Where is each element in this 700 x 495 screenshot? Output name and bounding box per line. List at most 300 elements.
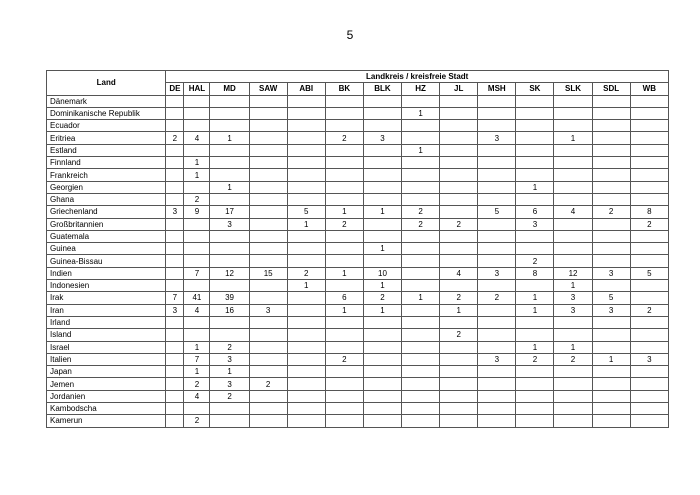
value-cell <box>249 353 287 365</box>
value-cell: 2 <box>325 132 363 144</box>
column-header-saw: SAW <box>249 83 287 95</box>
value-cell <box>402 415 440 427</box>
value-cell <box>592 230 630 242</box>
land-cell: Ecuador <box>47 120 166 132</box>
value-cell: 3 <box>210 218 249 230</box>
value-cell: 5 <box>478 206 516 218</box>
value-cell <box>363 120 401 132</box>
value-cell: 2 <box>249 378 287 390</box>
value-cell <box>478 316 516 328</box>
value-cell <box>249 95 287 107</box>
value-cell <box>554 316 592 328</box>
table-row <box>47 243 669 255</box>
value-cell <box>325 95 363 107</box>
value-cell <box>363 218 401 230</box>
value-cell <box>592 144 630 156</box>
value-cell <box>440 193 478 205</box>
value-cell <box>554 107 592 119</box>
value-cell: 2 <box>402 206 440 218</box>
value-cell <box>478 157 516 169</box>
value-cell <box>554 243 592 255</box>
value-cell <box>630 243 668 255</box>
value-cell: 1 <box>440 304 478 316</box>
value-cell <box>554 403 592 415</box>
value-cell: 7 <box>184 353 210 365</box>
value-cell <box>210 329 249 341</box>
value-cell <box>478 329 516 341</box>
value-cell <box>516 390 554 402</box>
value-cell <box>184 181 210 193</box>
value-cell <box>592 329 630 341</box>
value-cell: 2 <box>630 218 668 230</box>
table-body <box>47 95 669 427</box>
value-cell: 1 <box>210 181 249 193</box>
value-cell <box>478 415 516 427</box>
table-row <box>47 403 669 415</box>
value-cell <box>440 403 478 415</box>
value-cell <box>325 157 363 169</box>
value-cell: 10 <box>363 267 401 279</box>
value-cell <box>516 193 554 205</box>
value-cell <box>166 144 184 156</box>
value-cell: 1 <box>363 243 401 255</box>
value-cell <box>516 243 554 255</box>
value-cell <box>440 415 478 427</box>
value-cell <box>516 415 554 427</box>
value-cell <box>592 316 630 328</box>
value-cell <box>554 366 592 378</box>
value-cell <box>630 120 668 132</box>
value-cell: 1 <box>402 144 440 156</box>
value-cell <box>363 255 401 267</box>
value-cell <box>440 353 478 365</box>
value-cell <box>402 378 440 390</box>
value-cell <box>402 329 440 341</box>
land-cell: Dänemark <box>47 95 166 107</box>
value-cell: 12 <box>210 267 249 279</box>
value-cell <box>325 390 363 402</box>
value-cell: 15 <box>249 267 287 279</box>
value-cell: 5 <box>630 267 668 279</box>
value-cell <box>249 218 287 230</box>
value-cell: 4 <box>184 304 210 316</box>
table-row <box>47 316 669 328</box>
value-cell <box>516 378 554 390</box>
value-cell <box>210 193 249 205</box>
value-cell: 5 <box>592 292 630 304</box>
value-cell <box>210 415 249 427</box>
land-cell: Estland <box>47 144 166 156</box>
value-cell <box>325 415 363 427</box>
column-header-bk: BK <box>325 83 363 95</box>
value-cell <box>287 144 325 156</box>
table-row <box>47 107 669 119</box>
table-row <box>47 390 669 402</box>
value-cell <box>592 243 630 255</box>
land-cell: Frankreich <box>47 169 166 181</box>
value-cell <box>184 120 210 132</box>
value-cell: 3 <box>592 267 630 279</box>
value-cell <box>184 218 210 230</box>
value-cell <box>249 230 287 242</box>
value-cell <box>478 95 516 107</box>
table-row <box>47 157 669 169</box>
value-cell <box>592 95 630 107</box>
value-cell: 7 <box>184 267 210 279</box>
value-cell <box>592 255 630 267</box>
value-cell <box>363 390 401 402</box>
value-cell: 1 <box>184 341 210 353</box>
value-cell: 2 <box>184 378 210 390</box>
value-cell: 2 <box>325 353 363 365</box>
value-cell <box>166 316 184 328</box>
value-cell <box>630 230 668 242</box>
value-cell <box>402 390 440 402</box>
value-cell <box>363 341 401 353</box>
value-cell <box>478 280 516 292</box>
value-cell <box>592 390 630 402</box>
value-cell: 9 <box>184 206 210 218</box>
value-cell: 8 <box>630 206 668 218</box>
value-cell: 1 <box>363 280 401 292</box>
value-cell <box>554 169 592 181</box>
value-cell <box>287 157 325 169</box>
value-cell <box>592 280 630 292</box>
column-header-de: DE <box>166 83 184 95</box>
value-cell <box>249 316 287 328</box>
value-cell <box>630 378 668 390</box>
value-cell <box>325 169 363 181</box>
header-row-group <box>47 71 669 83</box>
table-row <box>47 415 669 427</box>
value-cell <box>166 329 184 341</box>
value-cell <box>363 415 401 427</box>
value-cell: 8 <box>516 267 554 279</box>
value-cell <box>249 341 287 353</box>
value-cell <box>287 120 325 132</box>
value-cell: 12 <box>554 267 592 279</box>
value-cell <box>166 193 184 205</box>
value-cell <box>630 95 668 107</box>
value-cell <box>287 193 325 205</box>
value-cell <box>249 120 287 132</box>
value-cell <box>249 169 287 181</box>
value-cell <box>478 243 516 255</box>
value-cell <box>478 390 516 402</box>
value-cell <box>363 157 401 169</box>
value-cell <box>592 341 630 353</box>
value-cell: 2 <box>516 255 554 267</box>
data-table <box>46 70 669 428</box>
value-cell <box>630 144 668 156</box>
value-cell <box>478 255 516 267</box>
value-cell <box>287 304 325 316</box>
value-cell: 1 <box>516 292 554 304</box>
value-cell <box>325 378 363 390</box>
value-cell: 1 <box>325 206 363 218</box>
value-cell <box>402 304 440 316</box>
land-cell: Israel <box>47 341 166 353</box>
value-cell: 2 <box>440 218 478 230</box>
value-cell <box>592 415 630 427</box>
value-cell <box>249 415 287 427</box>
value-cell <box>516 132 554 144</box>
value-cell <box>554 378 592 390</box>
table-row <box>47 304 669 316</box>
value-cell <box>440 206 478 218</box>
value-cell <box>592 181 630 193</box>
value-cell <box>325 120 363 132</box>
value-cell <box>516 366 554 378</box>
table-row <box>47 329 669 341</box>
value-cell <box>166 243 184 255</box>
value-cell <box>210 403 249 415</box>
value-cell: 4 <box>440 267 478 279</box>
value-cell: 1 <box>287 218 325 230</box>
value-cell <box>402 316 440 328</box>
value-cell: 1 <box>516 304 554 316</box>
value-cell <box>402 366 440 378</box>
value-cell <box>554 193 592 205</box>
value-cell: 41 <box>184 292 210 304</box>
value-cell: 2 <box>325 218 363 230</box>
value-cell <box>325 243 363 255</box>
value-cell <box>287 341 325 353</box>
table-row <box>47 341 669 353</box>
value-cell <box>440 157 478 169</box>
value-cell <box>478 218 516 230</box>
table-row <box>47 255 669 267</box>
value-cell: 3 <box>166 206 184 218</box>
value-cell <box>325 316 363 328</box>
value-cell <box>554 144 592 156</box>
value-cell <box>592 132 630 144</box>
table-row <box>47 120 669 132</box>
value-cell <box>184 230 210 242</box>
land-cell: Irak <box>47 292 166 304</box>
value-cell <box>249 255 287 267</box>
value-cell: 2 <box>184 415 210 427</box>
value-cell <box>478 366 516 378</box>
value-cell <box>249 157 287 169</box>
value-cell: 3 <box>554 304 592 316</box>
value-cell <box>440 120 478 132</box>
value-cell <box>592 120 630 132</box>
value-cell <box>166 230 184 242</box>
value-cell <box>592 403 630 415</box>
value-cell <box>402 341 440 353</box>
value-cell: 1 <box>184 157 210 169</box>
value-cell <box>516 120 554 132</box>
value-cell <box>210 230 249 242</box>
value-cell <box>166 403 184 415</box>
value-cell: 1 <box>363 206 401 218</box>
value-cell <box>440 390 478 402</box>
table-row <box>47 95 669 107</box>
table-row <box>47 353 669 365</box>
value-cell <box>166 218 184 230</box>
value-cell <box>287 390 325 402</box>
value-cell <box>210 280 249 292</box>
value-cell <box>478 230 516 242</box>
value-cell <box>630 292 668 304</box>
value-cell <box>166 157 184 169</box>
land-cell: Kamerun <box>47 415 166 427</box>
value-cell <box>325 341 363 353</box>
value-cell <box>554 95 592 107</box>
value-cell <box>287 243 325 255</box>
value-cell <box>592 193 630 205</box>
value-cell <box>166 255 184 267</box>
table-row <box>47 366 669 378</box>
value-cell <box>249 243 287 255</box>
column-header-blk: BLK <box>363 83 401 95</box>
value-cell <box>184 403 210 415</box>
value-cell <box>402 280 440 292</box>
value-cell <box>554 255 592 267</box>
land-cell: Italien <box>47 353 166 365</box>
value-cell: 1 <box>402 107 440 119</box>
value-cell <box>184 95 210 107</box>
land-header: Land <box>47 71 166 96</box>
value-cell <box>287 95 325 107</box>
table-row <box>47 267 669 279</box>
value-cell <box>166 390 184 402</box>
value-cell <box>287 181 325 193</box>
value-cell: 17 <box>210 206 249 218</box>
value-cell: 3 <box>166 304 184 316</box>
value-cell <box>554 390 592 402</box>
value-cell: 3 <box>478 267 516 279</box>
value-cell <box>287 230 325 242</box>
value-cell <box>184 329 210 341</box>
value-cell: 1 <box>516 181 554 193</box>
value-cell <box>166 366 184 378</box>
value-cell <box>166 181 184 193</box>
value-cell: 1 <box>210 366 249 378</box>
value-cell <box>630 255 668 267</box>
land-cell: Jemen <box>47 378 166 390</box>
land-cell: Dominikanische Republik <box>47 107 166 119</box>
value-cell <box>402 132 440 144</box>
value-cell <box>287 132 325 144</box>
page-number: 5 <box>346 28 354 42</box>
land-cell: Georgien <box>47 181 166 193</box>
land-cell: Irland <box>47 316 166 328</box>
column-header-sdl: SDL <box>592 83 630 95</box>
value-cell <box>630 329 668 341</box>
table-row <box>47 206 669 218</box>
value-cell: 3 <box>363 132 401 144</box>
value-cell: 1 <box>402 292 440 304</box>
value-cell <box>325 403 363 415</box>
value-cell <box>630 366 668 378</box>
value-cell: 3 <box>592 304 630 316</box>
value-cell <box>516 316 554 328</box>
value-cell <box>440 169 478 181</box>
value-cell <box>287 329 325 341</box>
value-cell <box>184 316 210 328</box>
value-cell <box>249 193 287 205</box>
value-cell <box>630 415 668 427</box>
value-cell <box>478 181 516 193</box>
value-cell: 4 <box>184 390 210 402</box>
value-cell: 1 <box>592 353 630 365</box>
value-cell <box>592 107 630 119</box>
value-cell <box>210 255 249 267</box>
value-cell <box>287 403 325 415</box>
value-cell <box>363 316 401 328</box>
value-cell: 1 <box>210 132 249 144</box>
value-cell <box>249 280 287 292</box>
column-header-msh: MSH <box>478 83 516 95</box>
value-cell <box>249 107 287 119</box>
value-cell <box>210 157 249 169</box>
value-cell: 2 <box>184 193 210 205</box>
value-cell <box>363 181 401 193</box>
value-cell <box>325 230 363 242</box>
land-cell: Guinea-Bissau <box>47 255 166 267</box>
value-cell: 3 <box>210 378 249 390</box>
value-cell <box>210 120 249 132</box>
value-cell <box>184 243 210 255</box>
value-cell: 1 <box>363 304 401 316</box>
value-cell <box>363 230 401 242</box>
column-header-sk: SK <box>516 83 554 95</box>
value-cell <box>516 144 554 156</box>
value-cell <box>478 144 516 156</box>
value-cell <box>287 316 325 328</box>
value-cell <box>325 366 363 378</box>
value-cell <box>210 316 249 328</box>
value-cell <box>440 230 478 242</box>
land-cell: Jordanien <box>47 390 166 402</box>
value-cell <box>592 218 630 230</box>
land-cell: Finnland <box>47 157 166 169</box>
value-cell <box>249 132 287 144</box>
value-cell <box>287 353 325 365</box>
value-cell: 3 <box>249 304 287 316</box>
value-cell: 2 <box>592 206 630 218</box>
value-cell: 1 <box>184 169 210 181</box>
value-cell <box>478 193 516 205</box>
table-row <box>47 193 669 205</box>
table-row <box>47 292 669 304</box>
value-cell <box>440 107 478 119</box>
value-cell: 2 <box>440 329 478 341</box>
value-cell <box>554 230 592 242</box>
value-cell: 1 <box>184 366 210 378</box>
value-cell <box>166 378 184 390</box>
value-cell <box>516 169 554 181</box>
value-cell: 2 <box>363 292 401 304</box>
value-cell: 2 <box>516 353 554 365</box>
value-cell <box>554 120 592 132</box>
value-cell <box>478 403 516 415</box>
value-cell: 3 <box>554 292 592 304</box>
value-cell <box>402 403 440 415</box>
value-cell: 5 <box>287 206 325 218</box>
value-cell: 1 <box>554 341 592 353</box>
value-cell <box>363 169 401 181</box>
value-cell <box>478 341 516 353</box>
value-cell <box>184 107 210 119</box>
value-cell <box>249 403 287 415</box>
land-cell: Guinea <box>47 243 166 255</box>
value-cell <box>325 193 363 205</box>
value-cell <box>287 415 325 427</box>
value-cell <box>402 181 440 193</box>
